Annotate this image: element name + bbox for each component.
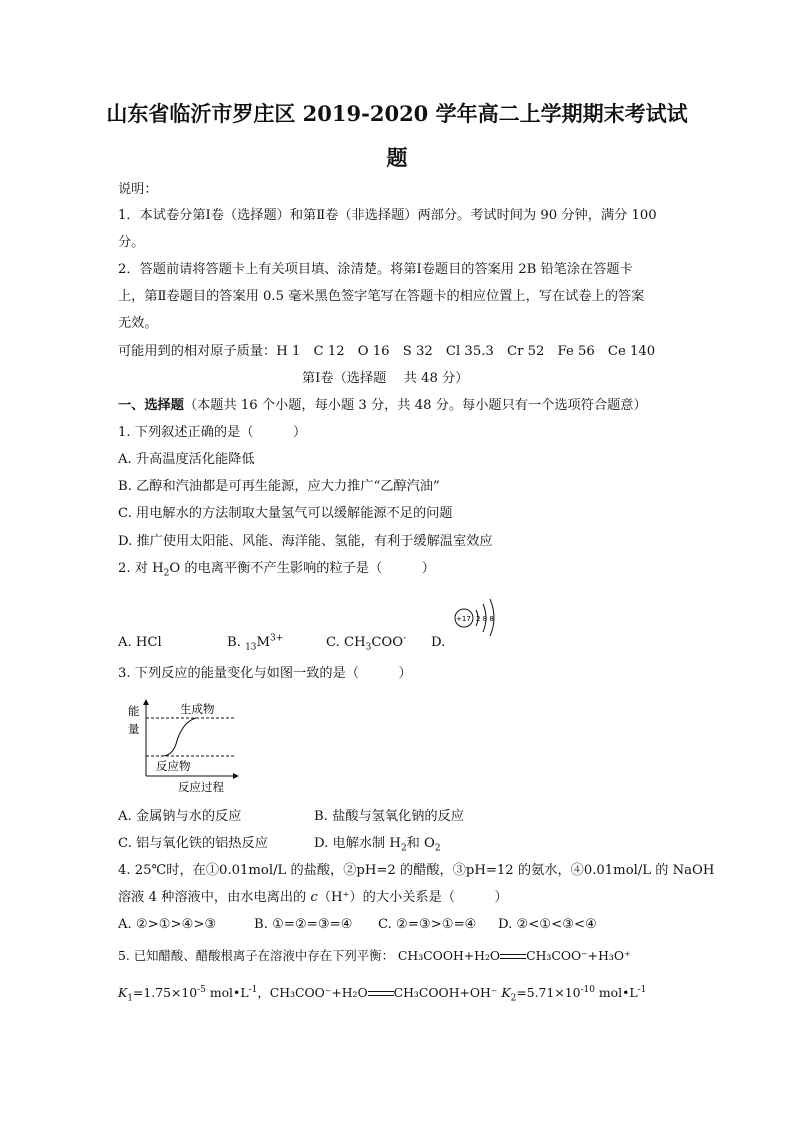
q2-c-sup: - [403, 633, 407, 644]
q5-k2-exp: -10 [580, 984, 595, 995]
q4-option-d: D. ②<①<③<④ [498, 917, 597, 932]
equilibrium-arrow-1 [500, 953, 526, 961]
q3-d-mid: 和 O [406, 836, 435, 851]
q2-c-sub: 3 [365, 642, 372, 653]
q5-eq2-left: ，CH₃COO⁻+H₂O [257, 985, 368, 1000]
q5-line-2 [118, 984, 646, 1002]
q2-stem-post: O 的电离平衡不产生影响的粒子是（ ） [169, 561, 435, 576]
q4-line2-pre: 溶液 4 种溶液中，由水电离出的 [118, 890, 311, 905]
intro-item-2a: 2．答题前请将答题卡上有关项目填、涂清楚。将第Ⅰ卷题目的答案用 2B 铅笔涂在答题卡 [118, 262, 633, 277]
q1-option-a: A. 升高温度活化能降低 [118, 452, 255, 467]
q3-option-b: B. 盐酸与氢氧化钠的反应 [314, 809, 464, 824]
q2-option-c [326, 634, 406, 652]
q5-line-1 [118, 947, 631, 965]
q5-k1-val: =1.75×10 [133, 985, 198, 1000]
y-axis-label-1: 能 [128, 704, 140, 718]
q2-stem-sub: 2 [163, 568, 170, 579]
q5-k2-label: K [501, 985, 511, 1000]
q2-b-pre: B. [227, 635, 246, 650]
intro-item-1a: 1．本试卷分第Ⅰ卷（选择题）和第Ⅱ卷（非选择题）两部分。考试时间为 90 分钟，满分 100 [118, 208, 657, 223]
q3-stem: 3. 下列反应的能量变化与如图一致的是（ ） [118, 666, 412, 681]
q3-option-c: C. 铝与氧化铁的铝热反应 [118, 836, 268, 851]
q5-k1-exp: -5 [197, 984, 206, 995]
q2-b-main: M [256, 635, 271, 650]
atom-structure-diagram [452, 596, 504, 636]
q5-eq2-right: CH₃COOH+OH⁻ [393, 985, 498, 1000]
q2-b-sub: 13 [245, 642, 257, 653]
product-label: 生成物 [180, 702, 215, 716]
q2-b-sup: 3+ [270, 633, 284, 644]
q4-line-2 [118, 889, 508, 907]
q1-stem: 1. 下列叙述正确的是（ ） [118, 425, 307, 440]
page-title [100, 92, 694, 180]
q4-line-1: 4. 25℃时，在①0.01mol/L 的盐酸，②pH=2 的醋酸，③pH=12 的氨水，④0.01mol/L 的 NaOH [118, 863, 715, 878]
q1-option-c: C. 用电解水的方法制取大量氢气可以缓解能源不足的问题 [118, 506, 453, 521]
q2-stem [118, 560, 435, 578]
atomic-masses: 可能用到的相对原子质量：H 1 C 12 O 16 S 32 Cl 35.3 Cr 52 Fe 56 Ce 140 [118, 344, 656, 359]
reactant-label: 反应物 [156, 759, 191, 773]
energy-curve [162, 718, 196, 756]
q4-line2-post: （H⁺）的大小关系是（ ） [317, 890, 508, 905]
q3-d-sub2: 2 [434, 843, 441, 854]
section-label: 一、选择题 [118, 398, 184, 413]
q5-k2-unit-exp: -1 [637, 984, 647, 995]
q3-d-pre: D. 电解水制 H [314, 836, 401, 851]
q5-k2-sub: 2 [510, 993, 517, 1004]
intro-heading: 说明： [118, 182, 158, 197]
intro-item-1b: 分。 [118, 235, 145, 250]
q5-eq1-left: CH₃COOH+H₂O [397, 948, 501, 963]
q2-c-pre: C. CH [326, 635, 366, 650]
q5-k2-unit: mol•L [594, 985, 638, 1000]
q2-stem-pre: 2. 对 H [118, 561, 164, 576]
atom-shell-labels: 2 8 8 [476, 615, 494, 623]
q5-k1-unit: mol•L [205, 985, 249, 1000]
q2-option-a: A. HCl [118, 635, 162, 650]
q5-k2-val: =5.71×10 [516, 985, 581, 1000]
equilibrium-arrow-2 [368, 990, 394, 998]
q3-d-sub1: 2 [400, 843, 407, 854]
q2-option-d: D. [431, 635, 446, 650]
q2-option-b [227, 634, 283, 652]
q4-option-c: C. ②=③>①=④ [378, 917, 477, 932]
section-header [118, 397, 647, 415]
intro-item-2b: 上，第Ⅱ卷题目的答案用 0.5 毫米黑色签字笔写在答题卡的相应位置上，写在试卷上的答案 [118, 289, 645, 304]
title-line-1: 山东省临沂市罗庄区 2019-2020 学年高二上学期期末考试试 [106, 101, 688, 126]
q5-eq1-right: CH₃COO⁻+H₃O⁺ [526, 948, 631, 963]
part1-header: 第Ⅰ卷（选择题 共 48 分） [302, 371, 469, 386]
energy-diagram [124, 698, 254, 798]
q4-option-b: B. ①=②=③=④ [254, 917, 353, 932]
q5-stem: 5. 已知醋酸、醋酸根离子在溶液中存在下列平衡： [118, 948, 394, 963]
q3-option-a: A. 金属钠与水的反应 [118, 809, 242, 824]
q1-option-b: B. 乙醇和汽油都是可再生能源，应大力推广“乙醇汽油” [118, 479, 440, 494]
q4-line2-c: c [310, 890, 318, 905]
q3-option-d [314, 835, 441, 853]
atom-nucleus-label: +17 [456, 615, 471, 623]
q2-c-post: COO [371, 635, 404, 650]
q5-k1-unit-exp: -1 [248, 984, 258, 995]
q1-option-d: D. 推广使用太阳能、风能、海洋能、氢能，有利于缓解温室效应 [118, 534, 493, 549]
section-desc: （本题共 16 个小题，每小题 3 分，共 48 分。每小题只有一个选项符合题意） [183, 398, 647, 413]
x-axis-label: 反应过程 [178, 780, 224, 794]
q5-k1-label: K [118, 985, 128, 1000]
intro-item-2c: 无效。 [118, 316, 158, 331]
q5-k1-sub: 1 [127, 993, 133, 1004]
y-axis-label-2: 量 [128, 722, 140, 736]
q4-option-a: A. ②>①>④>③ [118, 917, 217, 932]
title-line-2: 题 [386, 145, 408, 170]
